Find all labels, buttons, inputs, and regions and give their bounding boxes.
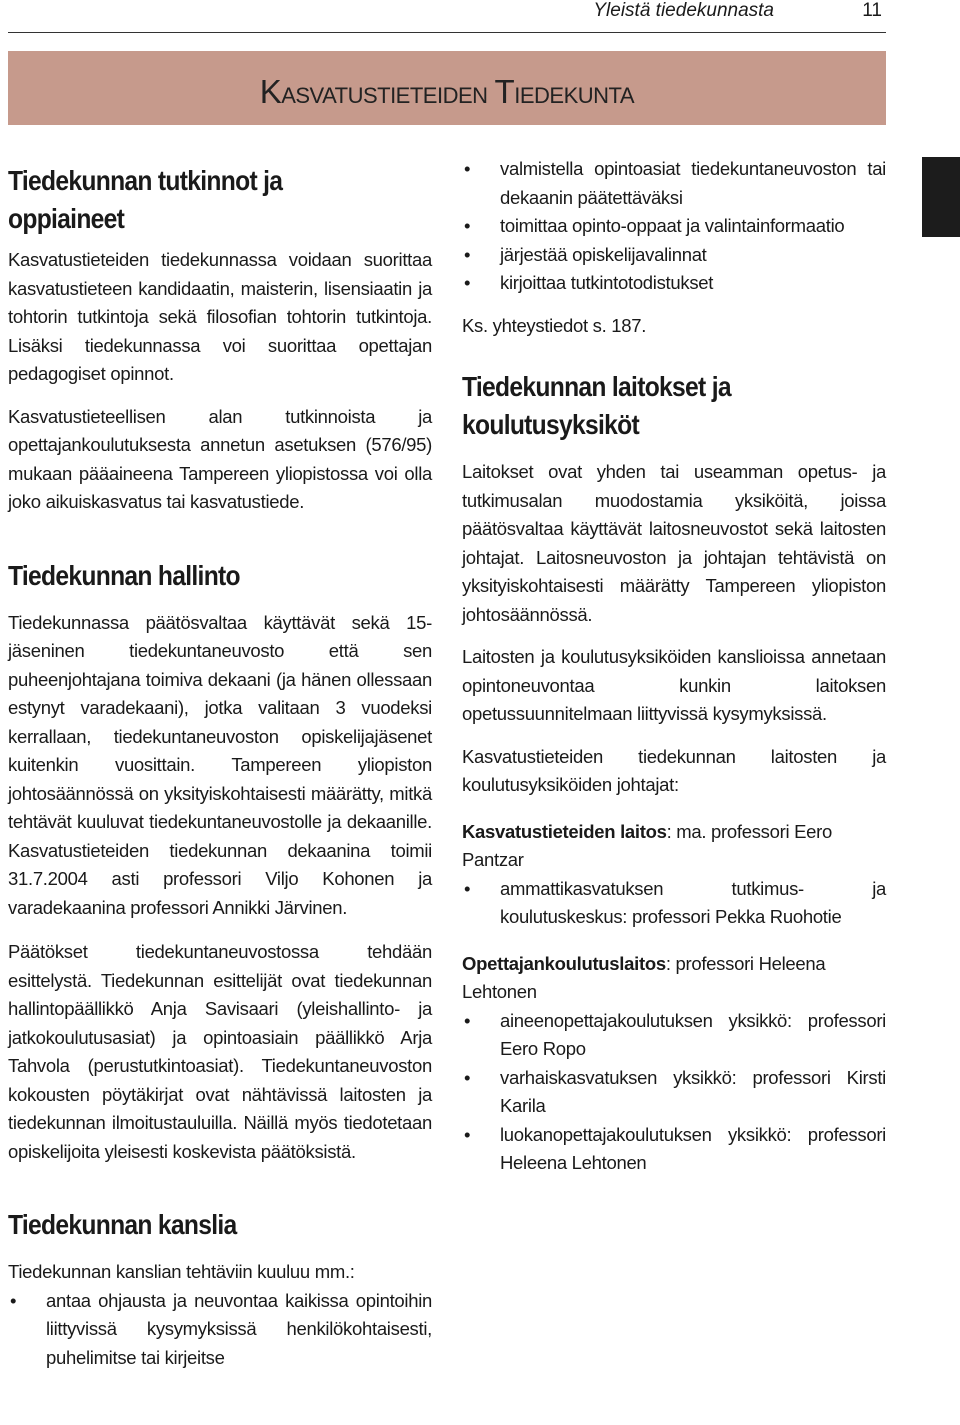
list-item: • toimittaa opinto-oppaat ja valintainformaatio — [462, 212, 886, 241]
department-education-units — [462, 875, 886, 932]
paragraph-degrees: Kasvatustieteiden tiedekunnassa voidaan suorittaa kasvatustieteen kandidaatin, maisterin, lisensiaatin ja tohtorin tutkintoja sekä filosofian tohtorin tutkintoja. Lisäksi tiedekunnassa voi suorittaa opettajan pedagogiset opinnot. — [8, 249, 432, 384]
department-teacher-education-head: : professori Heleena Lehtonen — [462, 952, 826, 1002]
bullet-icon: • — [464, 215, 471, 236]
list-item: • järjestää opiskelijavalinnat — [462, 241, 886, 270]
paragraph-departments: Laitokset ovat yhden tai useamman opetus- ja tutkimusalan muodostamia yksiköitä, joissa päätösvaltaa käyttävät laitosneuvostot sekä laitosten johtajat. Laitosneuvoston ja johtajan tehtävistä on yksityiskohtaisesti määrätty Tampereen yliopiston johtosäännössä. — [462, 461, 886, 625]
running-header-section: Yleistä tiedekunnasta — [593, 0, 774, 21]
bullet-icon: • — [464, 1009, 471, 1031]
list-item: • kirjoittaa tutkintotodistukset — [462, 269, 886, 298]
header-rule — [8, 32, 886, 33]
office-tasks-list-continued — [462, 155, 886, 298]
banner-title-rest: IEDEKUNTA — [514, 83, 634, 108]
department-education-head: : ma. professori Eero Pantzar — [462, 820, 832, 870]
left-column — [8, 150, 432, 1372]
chapter-tab-marker — [922, 157, 960, 237]
heading-administration: Tiedekunnan hallinto — [8, 559, 240, 591]
heading-departments: Tiedekunnan laitokset ja koulutusyksiköt — [462, 371, 731, 440]
heading-office: Tiedekunnan kanslia — [8, 1209, 237, 1240]
department-education-name: Kasvatustieteiden laitos — [462, 820, 667, 842]
list-item: • valmistella opintoasiat tiedekuntaneuvoston tai dekaanin päätettäväksi — [462, 155, 886, 212]
department-teacher-education-name: Opettajankoulutuslaitos — [462, 952, 666, 974]
banner-title-rest: ASVATUSTIETEIDEN — [281, 83, 488, 108]
right-column — [462, 150, 886, 1178]
bullet-icon: • — [464, 1123, 471, 1145]
paragraph-department-heads: Kasvatustieteiden tiedekunnan laitosten ja koulutusyksiköiden johtajat: — [462, 745, 886, 795]
list-item: • ammattikasvatuksen tutkimus- ja koulutuskeskus: professori Pekka Ruohotie — [462, 875, 886, 932]
heading-degrees: Tiedekunnan tutkinnot ja oppiaineet — [8, 165, 283, 234]
bullet-icon: • — [464, 1066, 471, 1088]
paragraph-majors: Kasvatustieteellisen alan tutkinnoista ja opettajankoulutuksesta annetun asetuksen (576/95) mukaan pääaineena Tampereen yliopistossa voi olla joko aikuiskasvatus tai kasvatustiede. — [8, 405, 432, 512]
department-teacher-education — [462, 950, 886, 1007]
running-header — [0, 0, 886, 26]
bullet-icon: • — [464, 158, 471, 179]
list-item: • antaa ohjausta ja neuvontaa kaikissa opintoihin liittyvissä kysymyksissä henkilökohtaisesti, puhelimitse tai kirjeitse — [8, 1287, 432, 1373]
paragraph-administration: Tiedekunnassa päätösvaltaa käyttävät sekä 15-jäseninen tiedekuntaneuvosto että sen puheenjohtajana toimiva dekaani (ja hänen ollessaan estynyt varadekaani), jotka valitaan 3 vuodeksi kerrallaan, tiedekuntaneuvoston opiskelijajäsenet kuitenkin vuosittain. Tampereen yliopiston johtosäännössä on yksityiskohtaisesti määrätty, mitkä tehtävät kuuluvat tiedekuntaneuvostolle ja dekaanille. Kasvatustieteiden tiedekunnan dekaanina toimii 31.7.2004 asti professori Viljo Kohonen ja varadekaanina professori Annikki Järvinen. — [8, 611, 432, 918]
paragraph-office-intro: Tiedekunnan kanslian tehtäviin kuuluu mm.: — [8, 1261, 355, 1282]
banner-title-initial: K — [259, 73, 282, 110]
page-number: 11 — [862, 0, 882, 21]
banner-title-initial: T — [494, 73, 515, 110]
bullet-icon: • — [10, 1289, 17, 1311]
list-item: • luokanopettajakoulutuksen yksikkö: professori Heleena Lehtonen — [462, 1121, 886, 1178]
banner-title — [260, 75, 634, 113]
faculty-banner — [8, 51, 886, 125]
bullet-icon: • — [464, 877, 471, 899]
paragraph-department-offices: Laitosten ja koulutusyksiköiden kanslioissa annetaan opintoneuvontaa kunkin laitoksen opetussuunnitelmaan liittyvissä kysymyksissä. — [462, 646, 886, 724]
department-teacher-education-units — [462, 1007, 886, 1178]
department-education — [462, 818, 886, 875]
bullet-icon: • — [464, 272, 471, 293]
office-tasks-list — [8, 1287, 432, 1373]
contact-reference: Ks. yhteystiedot s. 187. — [462, 314, 647, 336]
list-item: • varhaiskasvatuksen yksikkö: professori Kirsti Karila — [462, 1064, 886, 1121]
list-item: • aineenopettajakoulutuksen yksikkö: professori Eero Ropo — [462, 1007, 886, 1064]
bullet-icon: • — [464, 243, 471, 265]
paragraph-decisions: Päätökset tiedekuntaneuvostossa tehdään esittelystä. Tiedekunnan esittelijät ovat tiedekunnan hallintopäällikkö Anja Savisaari (yleishallinto- ja jatkokoulutusasiat) ja opintoasiain päällikkö Arja Tahvola (perustutkintoasiat). Tiedekuntaneuvoston kokousten pöytäkirjat ovat nähtävissä laitosten ja tiedekunnan ilmoitustauluilla. Näillä myös tiedotetaan opiskelijoita yleisesti koskevista päätöksistä. — [8, 941, 432, 1162]
